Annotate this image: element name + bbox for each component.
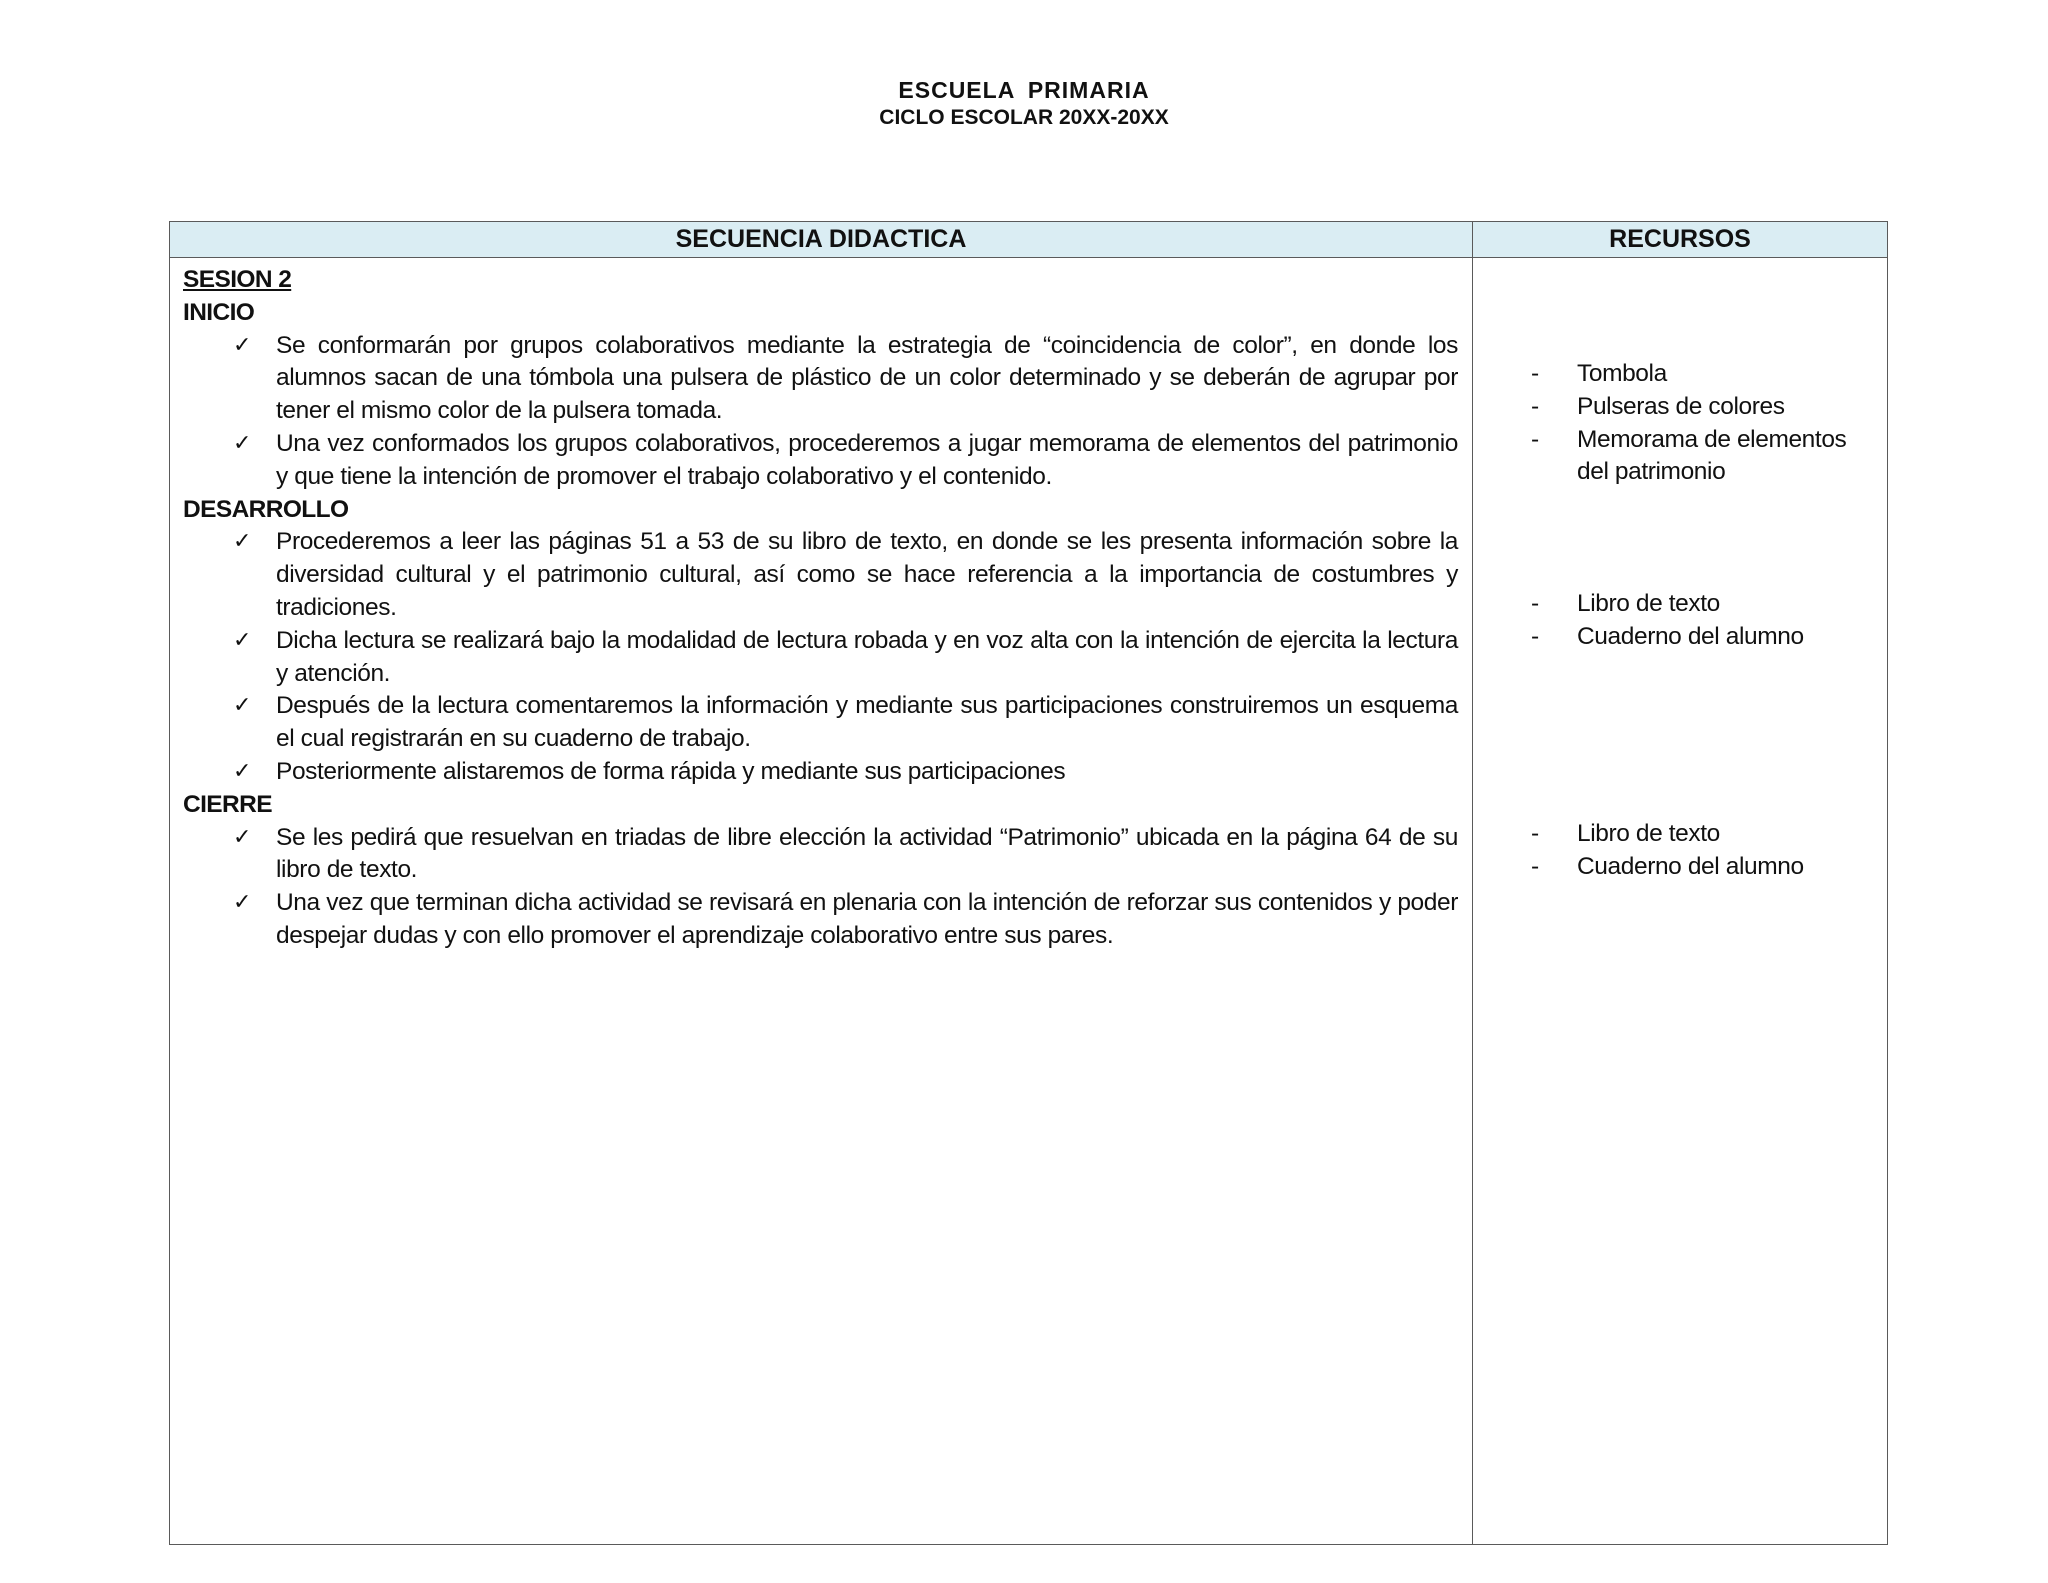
resource-item bbox=[1531, 851, 1877, 884]
list-item bbox=[183, 428, 1458, 494]
resource-item bbox=[1531, 588, 1877, 621]
sequence-cell bbox=[170, 258, 1473, 1545]
checkmark-icon: ✓ bbox=[233, 430, 252, 456]
lesson-table bbox=[169, 221, 1888, 1545]
table-body-row bbox=[170, 258, 1888, 1545]
list-item bbox=[183, 625, 1458, 691]
resource-item bbox=[1531, 391, 1877, 424]
dash-bullet: - bbox=[1531, 360, 1539, 387]
list-item bbox=[183, 756, 1458, 789]
list-item-text: Dicha lectura se realizará bajo la modalidad de lectura robada y en voz alta con la intención de ejercita la lectura y atención. bbox=[276, 626, 1458, 687]
checkmark-icon: ✓ bbox=[233, 758, 252, 784]
inicio-resources bbox=[1531, 358, 1877, 489]
checkmark-icon: ✓ bbox=[233, 627, 252, 653]
list-item-text: Después de la lectura comentaremos la información y mediante sus participaciones construiremos un esquema el cual registrarán en su cuaderno de trabajo. bbox=[276, 692, 1458, 753]
session-title: SESION 2 bbox=[183, 266, 292, 293]
school-name: ESCUELA PRIMARIA bbox=[898, 77, 1150, 103]
cierre-list bbox=[183, 822, 1458, 953]
dash-bullet: - bbox=[1531, 425, 1539, 453]
resource-text: Cuaderno del alumno bbox=[1577, 622, 1804, 650]
resource-item bbox=[1531, 621, 1877, 654]
resource-item bbox=[1531, 818, 1877, 851]
cierre-heading: CIERRE bbox=[183, 790, 272, 818]
dash-bullet: - bbox=[1531, 622, 1539, 650]
document-header bbox=[0, 76, 2048, 132]
inicio-heading: INICIO bbox=[183, 298, 255, 326]
resource-text: Libro de texto bbox=[1577, 820, 1720, 847]
checkmark-icon: ✓ bbox=[233, 890, 252, 916]
list-item-text: Procederemos a leer las páginas 51 a 53 de su libro de texto, en donde se les presenta información sobre la diversidad cultural y el patrimonio cultural, así como se hace referencia a la importancia de costumbres y tradiciones. bbox=[276, 528, 1458, 621]
list-item-text: Se les pedirá que resuelvan en triadas de libre elección la actividad “Patrimonio” ubicada en la página 64 de su libro de texto. bbox=[276, 823, 1458, 884]
resource-item bbox=[1531, 424, 1847, 490]
dash-bullet: - bbox=[1531, 820, 1539, 847]
inicio-list bbox=[183, 330, 1458, 494]
list-item-text: Posteriormente alistaremos de forma rápida y mediante sus participaciones bbox=[276, 757, 1066, 785]
resource-item bbox=[1531, 358, 1877, 391]
desarrollo-heading: DESARROLLO bbox=[183, 495, 349, 523]
desarrollo-resources bbox=[1531, 588, 1877, 654]
dash-bullet: - bbox=[1531, 852, 1539, 880]
resource-text: Memorama de elementos del patrimonio bbox=[1577, 425, 1847, 486]
resource-text: Pulseras de colores bbox=[1577, 392, 1785, 420]
list-item-text: Se conformarán por grupos colaborativos mediante la estrategia de “coincidencia de color”, en donde los alumnos sacan de una tómbola una pulsera de plástico de un color determinado y se deberán de agrupar por tener el mismo color de la pulsera tomada. bbox=[276, 331, 1458, 425]
resource-text: Libro de texto bbox=[1577, 590, 1720, 617]
checkmark-icon: ✓ bbox=[233, 529, 252, 555]
sequence-column-header: SECUENCIA DIDACTICA bbox=[170, 222, 1473, 258]
list-item bbox=[183, 330, 1458, 428]
checkmark-icon: ✓ bbox=[233, 693, 252, 719]
table-header-row bbox=[170, 222, 1888, 258]
dash-bullet: - bbox=[1531, 590, 1539, 617]
checkmark-icon: ✓ bbox=[233, 824, 252, 850]
list-item bbox=[183, 822, 1458, 888]
resources-column-header: RECURSOS bbox=[1473, 222, 1888, 258]
dash-bullet: - bbox=[1531, 392, 1539, 420]
list-item-text: Una vez conformados los grupos colaborativos, procederemos a jugar memorama de elementos del patrimonio y que tiene la intención de promover el trabajo colaborativo y el contenido. bbox=[276, 429, 1458, 490]
list-item-text: Una vez que terminan dicha actividad se revisará en plenaria con la intención de reforzar sus contenidos y poder despejar dudas y con ello promover el aprendizaje colaborativo entre sus pares. bbox=[276, 889, 1458, 949]
resources-cell bbox=[1473, 258, 1888, 1545]
cierre-resources bbox=[1531, 818, 1877, 884]
list-item bbox=[183, 526, 1458, 624]
list-item bbox=[183, 690, 1458, 756]
checkmark-icon: ✓ bbox=[233, 332, 252, 358]
list-item bbox=[183, 887, 1458, 953]
school-cycle: CICLO ESCOLAR 20XX-20XX bbox=[879, 106, 1169, 129]
desarrollo-list bbox=[183, 526, 1458, 788]
resource-text: Cuaderno del alumno bbox=[1577, 852, 1804, 880]
resource-text: Tombola bbox=[1577, 360, 1667, 387]
